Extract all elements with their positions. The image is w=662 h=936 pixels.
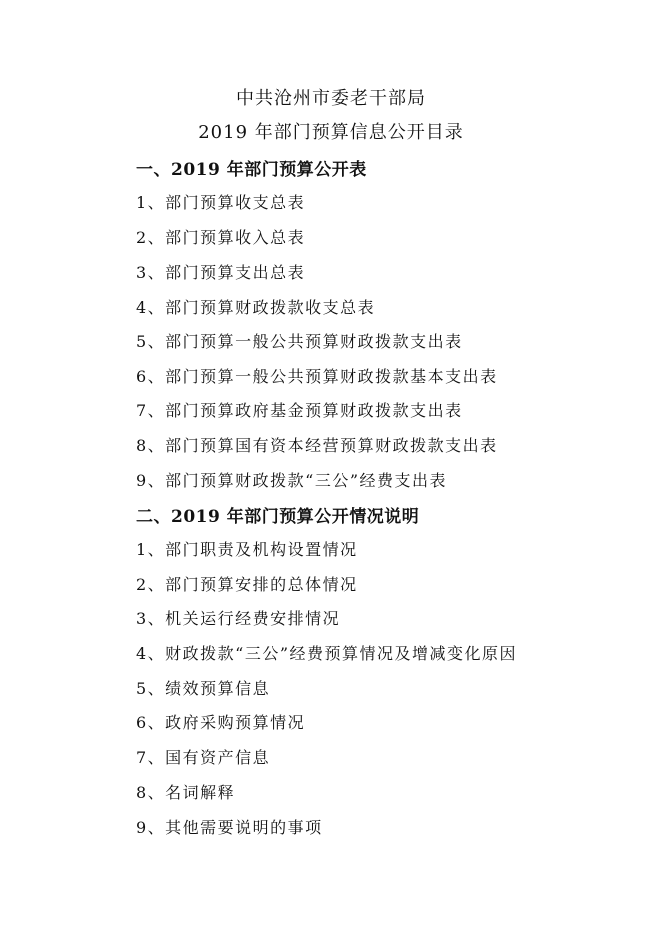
- section1-item-2: 2、部门预算收入总表: [136, 228, 306, 247]
- section1-item-4: 4、部门预算财政拨款收支总表: [136, 298, 376, 317]
- section1-item-5: 5、部门预算一般公共预算财政拨款支出表: [136, 332, 463, 351]
- document-subtitle: 2019 年部门预算信息公开目录: [198, 122, 464, 143]
- section2-item-9: 9、其他需要说明的事项: [136, 818, 323, 837]
- section2-item-4: 4、财政拨款“三公”经费预算情况及增减变化原因: [136, 644, 518, 663]
- section2-item-7: 7、国有资产信息: [136, 748, 271, 767]
- section2-item-1: 1、部门职责及机构设置情况: [136, 540, 358, 559]
- section2-heading: 二、2019 年部门预算公开情况说明: [136, 507, 420, 527]
- section1-item-1: 1、部门预算收支总表: [136, 193, 306, 212]
- section1-item-8: 8、部门预算国有资本经营预算财政拨款支出表: [136, 436, 498, 455]
- section2-item-6: 6、政府采购预算情况: [136, 713, 306, 732]
- section1-heading: 一、2019 年部门预算公开表: [136, 160, 367, 180]
- section1-item-3: 3、部门预算支出总表: [136, 263, 306, 282]
- section1-item-7: 7、部门预算政府基金预算财政拨款支出表: [136, 401, 463, 420]
- section2-item-8: 8、名词解释: [136, 783, 236, 802]
- section1-item-6: 6、部门预算一般公共预算财政拨款基本支出表: [136, 367, 498, 386]
- section1-item-9: 9、部门预算财政拨款“三公”经费支出表: [136, 471, 448, 490]
- section2-item-2: 2、部门预算安排的总体情况: [136, 575, 358, 594]
- document-title: 中共沧州市委老干部局: [236, 88, 426, 109]
- section2-item-5: 5、绩效预算信息: [136, 679, 271, 698]
- section2-item-3: 3、机关运行经费安排情况: [136, 609, 341, 628]
